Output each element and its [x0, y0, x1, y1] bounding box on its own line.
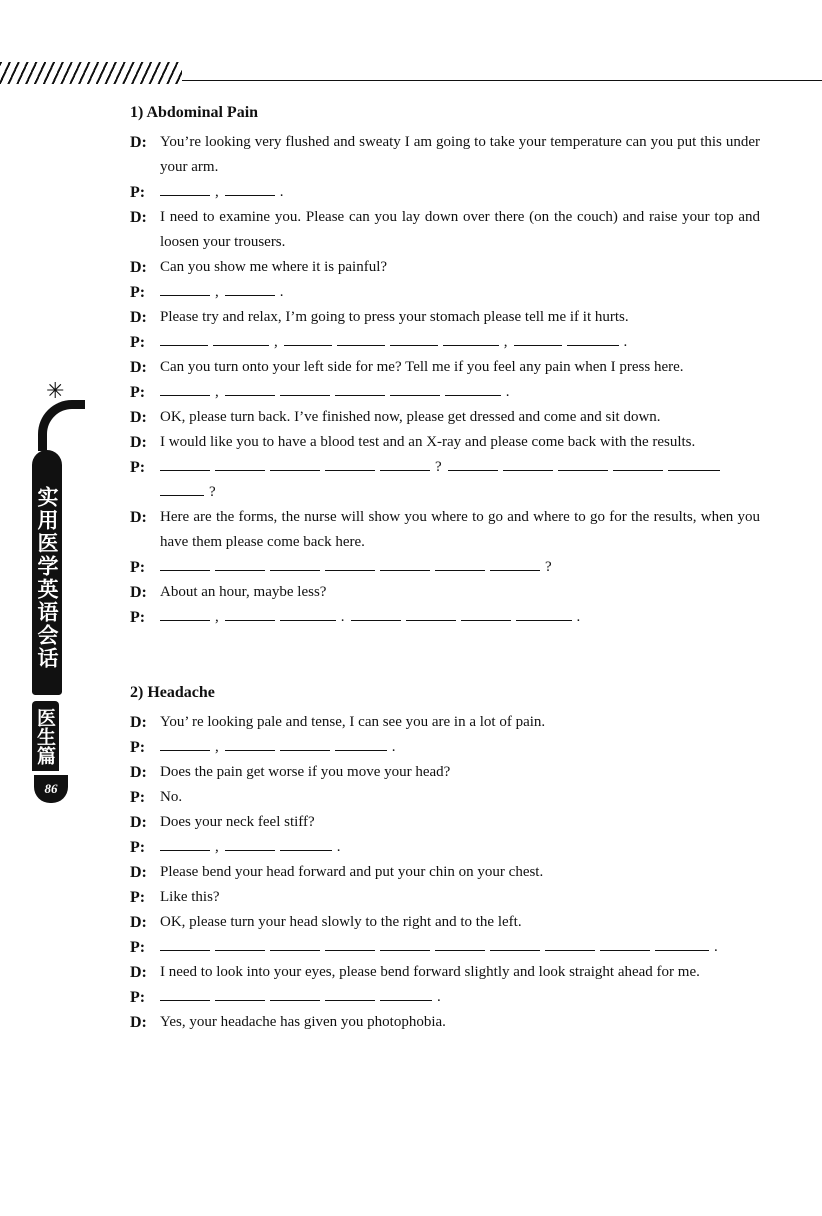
blank-field[interactable] — [335, 381, 385, 396]
speaker-label: P: — [130, 989, 146, 1006]
blank-punctuation: ? — [435, 459, 442, 475]
speaker-label: P: — [130, 839, 146, 856]
line-text: No. — [160, 789, 183, 805]
blank-field[interactable] — [668, 456, 720, 471]
blank-field[interactable] — [280, 836, 332, 851]
line-text: Please try and relax, I’m going to press your stomach please tell me if it hurts. — [160, 309, 629, 325]
blank-field[interactable] — [435, 556, 485, 571]
blank-field[interactable] — [280, 606, 336, 621]
section-title: 1) Abdominal Pain — [130, 104, 259, 121]
line-text: Can you show me where it is painful? — [160, 259, 388, 275]
hook-decoration — [38, 400, 85, 451]
blank-field[interactable] — [558, 456, 608, 471]
blank-field[interactable] — [503, 456, 553, 471]
line-text: Like this? — [160, 889, 220, 905]
blank-field[interactable] — [160, 556, 210, 571]
patient-line — [130, 935, 760, 960]
blank-field[interactable] — [160, 331, 208, 346]
blank-field[interactable] — [337, 331, 385, 346]
answer-blanks — [160, 180, 760, 205]
speaker-label: D: — [130, 864, 147, 881]
blank-field[interactable] — [448, 456, 498, 471]
doctor-line — [130, 505, 760, 555]
speaker-label: D: — [130, 964, 147, 981]
speaker-label: D: — [130, 134, 147, 151]
blank-field[interactable] — [461, 606, 511, 621]
blank-field[interactable] — [280, 381, 330, 396]
page-content — [130, 100, 760, 1035]
line-text: OK, please turn back. I’ve finished now, please get dressed and come and sit down. — [160, 409, 661, 425]
blank-punctuation: ? — [545, 559, 552, 575]
doctor-line — [130, 355, 760, 380]
speaker-label: D: — [130, 209, 147, 226]
blank-field[interactable] — [215, 556, 265, 571]
speaker-label: D: — [130, 814, 147, 831]
blank-field[interactable] — [270, 936, 320, 951]
line-text: Does your neck feel stiff? — [160, 814, 315, 830]
speaker-label: P: — [130, 609, 146, 626]
dialogue-section-headache — [130, 710, 760, 1035]
blank-field[interactable] — [270, 986, 320, 1001]
patient-line — [130, 785, 760, 810]
blank-field[interactable] — [270, 556, 320, 571]
blank-field[interactable] — [213, 331, 269, 346]
section-title: 2) Headache — [130, 684, 215, 701]
answer-blanks — [160, 735, 760, 760]
blank-field[interactable] — [335, 736, 387, 751]
doctor-line — [130, 810, 760, 835]
blank-punctuation: . — [576, 609, 581, 625]
blank-field[interactable] — [380, 456, 430, 471]
blank-field[interactable] — [215, 986, 265, 1001]
answer-blanks — [160, 280, 760, 305]
line-text: I need to examine you. Please can you lay down over there (on the couch) and raise your top and loosen your trousers. — [160, 209, 760, 250]
dialogue-section-abdominal-pain — [130, 130, 760, 630]
speaker-label: D: — [130, 434, 147, 451]
answer-blanks — [160, 985, 760, 1010]
blank-punctuation: . — [336, 839, 341, 855]
blank-field[interactable] — [225, 381, 275, 396]
blank-field[interactable] — [225, 606, 275, 621]
sparkle-icon: ✳ — [46, 378, 65, 403]
blank-punctuation: , — [274, 334, 278, 350]
blank-punctuation: . — [279, 284, 284, 300]
blank-field[interactable] — [390, 381, 440, 396]
blank-field[interactable] — [443, 331, 499, 346]
doctor-line — [130, 130, 760, 180]
patient-line — [130, 605, 760, 630]
blank-punctuation: . — [340, 609, 345, 625]
book-title-vertical: 实用医学英语会话 — [32, 450, 62, 695]
blank-field[interactable] — [280, 736, 330, 751]
blank-field[interactable] — [655, 936, 709, 951]
line-text: You’ re looking pale and tense, I can see you are in a lot of pain. — [160, 714, 546, 730]
blank-field[interactable] — [445, 381, 501, 396]
speaker-label: P: — [130, 459, 146, 476]
blank-field[interactable] — [490, 556, 540, 571]
speaker-label: D: — [130, 584, 147, 601]
line-text: Does the pain get worse if you move your head? — [160, 764, 451, 780]
blank-punctuation: , — [503, 334, 508, 350]
speaker-label: D: — [130, 509, 147, 526]
blank-field[interactable] — [567, 331, 619, 346]
blank-punctuation: , — [215, 739, 219, 755]
line-text: I need to look into your eyes, please bend forward slightly and look straight ahead for me. — [160, 964, 700, 980]
speaker-label: P: — [130, 739, 146, 756]
blank-field[interactable] — [325, 986, 375, 1001]
header-hatch-decoration — [0, 62, 182, 84]
page-number: 86 — [34, 775, 68, 803]
blank-punctuation: ? — [209, 484, 216, 500]
doctor-line — [130, 860, 760, 885]
book-subtitle-vertical: 医生篇 — [32, 701, 59, 771]
speaker-label: P: — [130, 334, 146, 351]
blank-field[interactable] — [270, 456, 320, 471]
blank-field[interactable] — [225, 281, 275, 296]
speaker-label: D: — [130, 409, 147, 426]
blank-field[interactable] — [490, 936, 540, 951]
blank-punctuation: . — [437, 989, 441, 1005]
blank-field[interactable] — [225, 836, 275, 851]
line-text: Here are the forms, the nurse will show you where to go and where to go for the results, when you have them please come back here. — [160, 509, 760, 550]
blank-field[interactable] — [380, 556, 430, 571]
blank-field[interactable] — [160, 481, 204, 496]
blank-punctuation: . — [279, 184, 284, 200]
blank-punctuation: . — [714, 939, 718, 955]
patient-line — [130, 455, 760, 505]
speaker-label: D: — [130, 1014, 147, 1031]
line-text: OK, please turn your head slowly to the right and to the left. — [160, 914, 522, 930]
blank-field[interactable] — [435, 936, 485, 951]
answer-blanks — [160, 835, 760, 860]
blank-field[interactable] — [514, 331, 562, 346]
blank-field[interactable] — [160, 381, 210, 396]
line-text: You’re looking very flushed and sweaty I am going to take your temperature can you put this under your arm. — [160, 134, 760, 175]
blank-punctuation: , — [215, 184, 219, 200]
blank-field[interactable] — [545, 936, 595, 951]
doctor-line — [130, 760, 760, 785]
doctor-line — [130, 710, 760, 735]
patient-line — [130, 735, 760, 760]
patient-line — [130, 330, 760, 355]
blank-field[interactable] — [160, 606, 210, 621]
answer-blanks — [160, 935, 760, 960]
blank-punctuation: , — [215, 609, 219, 625]
doctor-line — [130, 430, 760, 455]
line-text: Can you turn onto your left side for me? Tell me if you feel any pain when I press here. — [160, 359, 684, 375]
speaker-label: D: — [130, 714, 147, 731]
blank-field[interactable] — [284, 331, 332, 346]
blank-punctuation: . — [623, 334, 628, 350]
speaker-label: D: — [130, 359, 147, 376]
answer-blanks — [160, 555, 760, 580]
blank-field[interactable] — [516, 606, 572, 621]
blank-field[interactable] — [160, 986, 210, 1001]
speaker-label: P: — [130, 559, 146, 576]
blank-field[interactable] — [351, 606, 401, 621]
side-tab-bar — [32, 450, 70, 1090]
answer-blanks — [160, 380, 760, 405]
blank-field[interactable] — [225, 181, 275, 196]
blank-field[interactable] — [600, 936, 650, 951]
blank-punctuation: . — [391, 739, 396, 755]
blank-field[interactable] — [225, 736, 275, 751]
blank-field[interactable] — [160, 181, 210, 196]
doctor-line — [130, 305, 760, 330]
speaker-label: P: — [130, 384, 146, 401]
speaker-label: D: — [130, 914, 147, 931]
line-text: About an hour, maybe less? — [160, 584, 327, 600]
blank-field[interactable] — [613, 456, 663, 471]
doctor-line — [130, 580, 760, 605]
doctor-line — [130, 960, 760, 985]
blank-punctuation: , — [215, 839, 219, 855]
blank-field[interactable] — [325, 556, 375, 571]
speaker-label: P: — [130, 284, 146, 301]
doctor-line — [130, 1010, 760, 1035]
answer-blanks — [160, 605, 760, 630]
blank-field[interactable] — [215, 936, 265, 951]
blank-field[interactable] — [325, 936, 375, 951]
blank-field[interactable] — [406, 606, 456, 621]
line-text: I would like you to have a blood test and an X-ray and please come back with the results. — [160, 434, 696, 450]
speaker-label: D: — [130, 764, 147, 781]
blank-punctuation: , — [215, 284, 219, 300]
doctor-line — [130, 255, 760, 280]
blank-punctuation: , — [215, 384, 219, 400]
blank-field[interactable] — [380, 936, 430, 951]
line-text: Please bend your head forward and put your chin on your chest. — [160, 864, 544, 880]
speaker-label: D: — [130, 309, 147, 326]
speaker-label: D: — [130, 259, 147, 276]
patient-line — [130, 180, 760, 205]
blank-punctuation: . — [505, 384, 510, 400]
speaker-label: P: — [130, 789, 146, 806]
blank-field[interactable] — [160, 456, 210, 471]
patient-line — [130, 555, 760, 580]
blank-field[interactable] — [380, 986, 432, 1001]
blank-field[interactable] — [160, 281, 210, 296]
doctor-line — [130, 205, 760, 255]
patient-line — [130, 885, 760, 910]
blank-field[interactable] — [160, 736, 210, 751]
blank-field[interactable] — [325, 456, 375, 471]
answer-blanks — [160, 455, 760, 505]
speaker-label: P: — [130, 889, 146, 906]
blank-field[interactable] — [160, 936, 210, 951]
patient-line — [130, 835, 760, 860]
doctor-line — [130, 405, 760, 430]
patient-line — [130, 985, 760, 1010]
patient-line — [130, 380, 760, 405]
speaker-label: P: — [130, 184, 146, 201]
doctor-line — [130, 910, 760, 935]
patient-line — [130, 280, 760, 305]
line-text: Yes, your headache has given you photophobia. — [160, 1014, 446, 1030]
blank-field[interactable] — [390, 331, 438, 346]
blank-field[interactable] — [215, 456, 265, 471]
speaker-label: P: — [130, 939, 146, 956]
header-rule — [182, 80, 822, 81]
answer-blanks — [160, 330, 760, 355]
blank-field[interactable] — [160, 836, 210, 851]
